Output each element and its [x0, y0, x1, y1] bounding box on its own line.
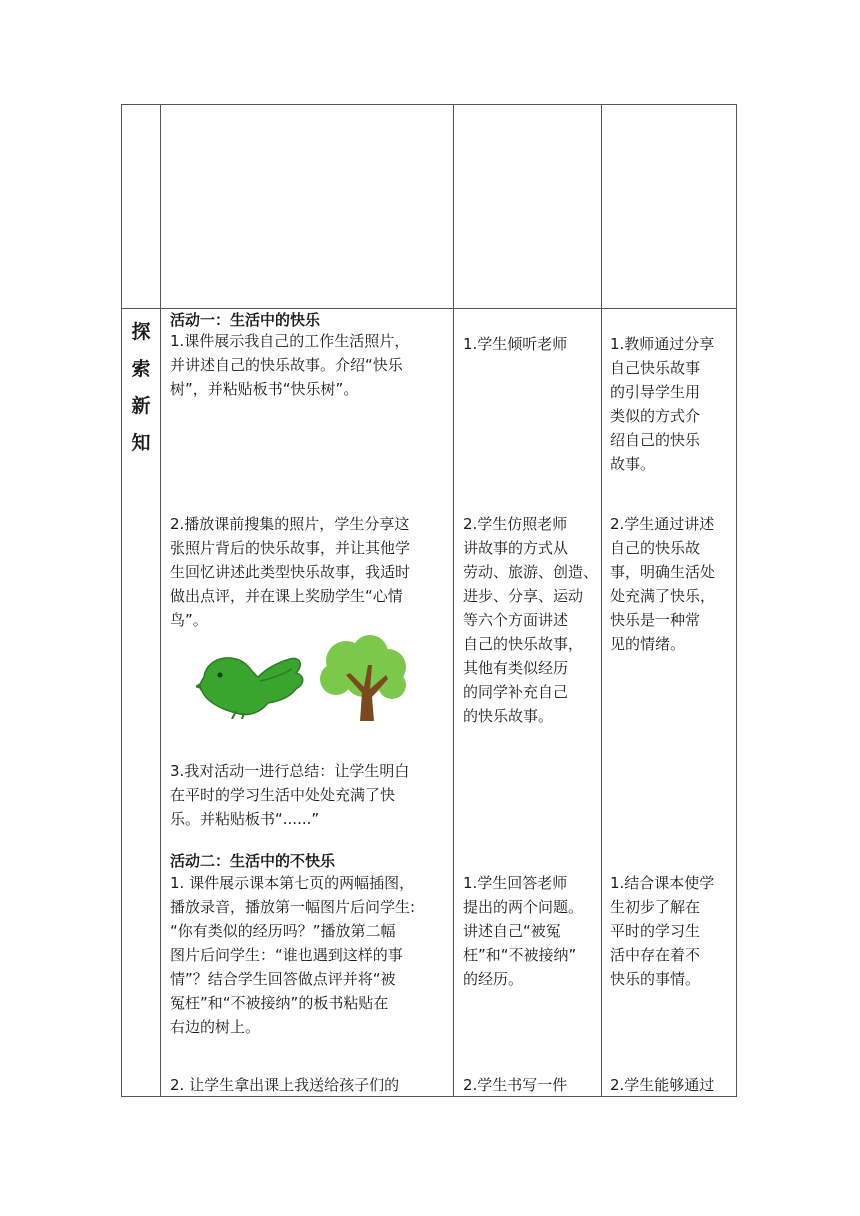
activity2-title: 活动二：生活中的不快乐 [170, 852, 336, 870]
activity2-step1-teacher: 播放录音，播放第一幅图片后问学生: [170, 898, 416, 916]
section-label-char: 新 [131, 395, 151, 417]
activity2-step1-intent: 生初步了解在 [610, 898, 701, 916]
activity1-step1-intent: 的引导学生用 [610, 383, 701, 401]
section-label-char: 探 [131, 321, 151, 343]
happy-tree-icon [316, 635, 412, 721]
activity2-step1-teacher: 情”？结合学生回答做点评并将“被 [170, 970, 396, 988]
activity1-step1-intent: 1.教师通过分享 [610, 335, 715, 353]
activity1-step2-intent: 快乐是一种常 [610, 611, 701, 629]
activity1-step1-teacher: 1.课件展示我自己的工作生活照片， [170, 332, 410, 350]
activity1-step2-student: 2.学生仿照老师 [463, 515, 568, 533]
activity1-step2-teacher: 生回忆讲述此类型快乐故事，我适时 [170, 563, 411, 581]
activity2-step1-student: 1.学生回答老师 [463, 874, 568, 892]
activity1-step1-intent: 自己快乐故事 [610, 359, 701, 377]
activity2-step1-teacher: 冤枉”和“不被接纳”的板书粘贴在 [170, 994, 389, 1012]
activity2-step2-student: 2.学生书写一件 [463, 1076, 568, 1094]
activity1-step2-student: 进步、分享、运动 [463, 587, 584, 605]
activity1-step3-teacher: 3.我对活动一进行总结：让学生明白 [170, 762, 410, 780]
activity1-step1-intent: 故事。 [610, 455, 656, 473]
activity1-step2-intent: 2.学生通过讲述 [610, 515, 715, 533]
activity1-step2-intent: 处充满了快乐， [610, 587, 716, 605]
activity2-step1-intent: 平时的学习生 [610, 922, 701, 940]
activity1-title: 活动一：生活中的快乐 [170, 311, 321, 329]
activity1-step2-teacher: 鸟”。 [170, 611, 208, 629]
happy-bird-icon [196, 645, 308, 719]
activity1-step2-teacher: 做出点评，并在课上奖励学生“心情 [170, 587, 403, 605]
activity1-step2-student: 劳动、旅游、创造、 [463, 563, 599, 581]
activity1-step3-teacher: 乐。并粘贴板书“......” [170, 810, 320, 828]
activity1-step1-student: 1.学生倾听老师 [463, 335, 568, 353]
activity2-step2-intent: 2.学生能够通过 [610, 1076, 715, 1094]
activity2-step1-teacher: 1. 课件展示课本第七页的两幅插图， [170, 874, 415, 892]
activity2-step1-student: 讲述自己“被冤 [463, 922, 561, 940]
section-label-char: 索 [131, 358, 151, 380]
activity2-step1-teacher: “你有类似的经历吗？”播放第二幅 [170, 922, 396, 940]
column-divider [160, 105, 161, 1096]
section-label-char: 知 [131, 432, 151, 454]
activity1-step2-student: 的快乐故事。 [463, 707, 554, 725]
activity1-step2-teacher: 张照片背后的快乐故事，并让其他学 [170, 539, 411, 557]
activity2-step1-teacher: 右边的树上。 [170, 1018, 261, 1036]
activity1-step2-student: 等六个方面讲述 [463, 611, 569, 629]
activity1-step2-intent: 自己的快乐故 [610, 539, 701, 557]
activity2-step1-intent: 1.结合课本使学 [610, 874, 715, 892]
activity1-step1-teacher: 树”，并粘贴板书“快乐树”。 [170, 380, 359, 398]
activity1-step2-student: 自己的快乐故事， [463, 635, 584, 653]
activity2-step1-student: 提出的两个问题。 [463, 898, 584, 916]
activity2-step1-student: 枉”和“不被接纳” [463, 946, 577, 964]
activity2-step1-intent: 活中存在着不 [610, 946, 701, 964]
activity2-step1-teacher: 图片后问学生：“谁也遇到这样的事 [170, 946, 403, 964]
activity1-step2-student: 的同学补充自己 [463, 683, 569, 701]
column-divider [601, 105, 602, 1096]
row-divider [122, 308, 736, 309]
activity1-step2-teacher: 2.播放课前搜集的照片，学生分享这 [170, 515, 410, 533]
activity1-step2-intent: 见的情绪。 [610, 635, 686, 653]
activity1-step1-teacher: 并讲述自己的快乐故事。介绍“快乐 [170, 356, 403, 374]
activity1-step1-intent: 类似的方式介 [610, 407, 701, 425]
activity1-step1-intent: 绍自己的快乐 [610, 431, 701, 449]
column-divider [453, 105, 454, 1096]
activity1-step3-teacher: 在平时的学习生活中处处充满了快 [170, 786, 396, 804]
activity2-step1-student: 的经历。 [463, 970, 524, 988]
activity2-step1-intent: 快乐的事情。 [610, 970, 701, 988]
activity1-step2-intent: 事，明确生活处 [610, 563, 716, 581]
activity1-step2-student: 讲故事的方式从 [463, 539, 569, 557]
lesson-table [121, 104, 737, 1097]
activity1-step2-student: 其他有类似经历 [463, 659, 569, 677]
activity2-step2-teacher: 2. 让学生拿出课上我送给孩子们的 [170, 1076, 400, 1094]
